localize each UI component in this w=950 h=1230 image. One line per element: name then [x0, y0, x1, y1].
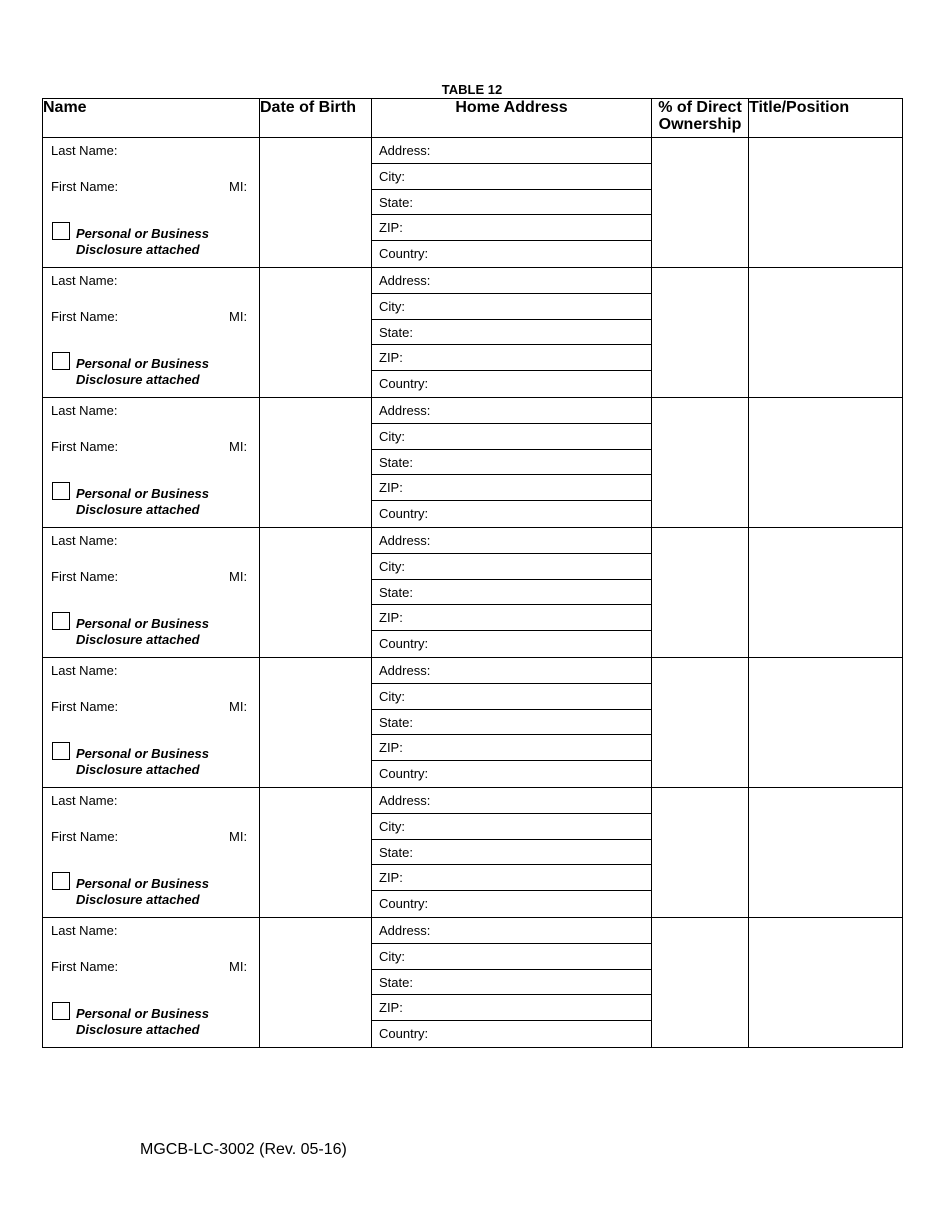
address-field[interactable]: Address: — [372, 918, 651, 944]
address-field[interactable]: Address: — [372, 788, 651, 814]
country-field[interactable]: Country: — [379, 506, 429, 522]
zip-field[interactable]: ZIP: — [372, 345, 651, 371]
home-address-cell — [372, 658, 652, 788]
direct-ownership-cell[interactable] — [652, 658, 749, 788]
home-address-cell — [372, 918, 652, 1048]
city-field[interactable]: City: — [372, 164, 651, 190]
title-position-cell[interactable] — [749, 788, 903, 918]
middle-initial-label: MI: — [229, 959, 248, 974]
home-address-cell — [372, 398, 652, 528]
header-home-address: Home Address — [372, 99, 652, 138]
name-cell[interactable] — [43, 788, 260, 918]
name-cell[interactable] — [43, 528, 260, 658]
table-row — [43, 398, 903, 528]
direct-ownership-cell[interactable] — [652, 788, 749, 918]
country-field[interactable]: Country: — [379, 896, 429, 912]
city-field[interactable]: City: — [372, 294, 651, 320]
form-number: MGCB-LC-3002 (Rev. 05-16) — [140, 1141, 347, 1158]
address-field[interactable]: Address: — [372, 398, 651, 424]
disclosure-label-line2: Disclosure attached — [76, 892, 200, 907]
city-field[interactable]: City: — [372, 424, 651, 450]
date-of-birth-cell[interactable] — [260, 268, 372, 398]
table-row — [43, 918, 903, 1048]
middle-initial-label: MI: — [229, 829, 248, 844]
direct-ownership-cell[interactable] — [652, 398, 749, 528]
city-field[interactable]: City: — [372, 684, 651, 710]
country-field[interactable]: Country: — [379, 376, 429, 392]
state-field[interactable]: State: — [372, 320, 651, 346]
state-field[interactable]: State: — [372, 840, 651, 866]
last-name-label: Last Name: — [51, 143, 118, 158]
header-name: Name — [43, 99, 260, 138]
disclosure-label — [76, 1006, 209, 1038]
first-name-label: First Name: — [51, 699, 119, 714]
direct-ownership-cell[interactable] — [652, 918, 749, 1048]
city-field[interactable]: City: — [372, 944, 651, 970]
table-row — [43, 528, 903, 658]
header-row — [43, 99, 903, 138]
address-field[interactable]: Address: — [372, 268, 651, 294]
header-date-of-birth: Date of Birth — [260, 99, 372, 138]
header-title-position: Title/Position — [749, 99, 903, 138]
title-position-cell[interactable] — [749, 398, 903, 528]
first-name-label: First Name: — [51, 439, 119, 454]
title-position-cell[interactable] — [749, 138, 903, 268]
zip-field[interactable]: ZIP: — [372, 735, 651, 761]
date-of-birth-cell[interactable] — [260, 788, 372, 918]
state-field[interactable]: State: — [372, 970, 651, 996]
home-address-cell — [372, 268, 652, 398]
disclosure-label-line2: Disclosure attached — [76, 502, 200, 517]
last-name-label: Last Name: — [51, 793, 118, 808]
middle-initial-label: MI: — [229, 309, 248, 324]
disclosure-label — [76, 486, 209, 518]
first-name-label: First Name: — [51, 829, 119, 844]
disclosure-label — [76, 746, 209, 778]
country-field[interactable]: Country: — [379, 636, 429, 652]
state-field[interactable]: State: — [372, 580, 651, 606]
disclosure-label — [76, 356, 209, 388]
title-position-cell[interactable] — [749, 658, 903, 788]
disclosure-label-line2: Disclosure attached — [76, 372, 200, 387]
name-cell[interactable] — [43, 658, 260, 788]
disclosure-label-line1: Personal or Business — [76, 616, 209, 631]
address-field[interactable]: Address: — [372, 528, 651, 554]
last-name-label: Last Name: — [51, 273, 118, 288]
disclosure-checkbox[interactable] — [52, 872, 70, 890]
state-field[interactable]: State: — [372, 190, 651, 216]
direct-ownership-cell[interactable] — [652, 138, 749, 268]
header-direct-ownership: % of Direct Ownership — [652, 99, 749, 138]
home-address-cell — [372, 788, 652, 918]
zip-field[interactable]: ZIP: — [372, 475, 651, 501]
name-cell[interactable] — [43, 268, 260, 398]
zip-field[interactable]: ZIP: — [372, 995, 651, 1021]
last-name-label: Last Name: — [51, 663, 118, 678]
middle-initial-label: MI: — [229, 179, 248, 194]
address-field[interactable]: Address: — [372, 138, 651, 164]
table-row — [43, 788, 903, 918]
disclosure-label-line1: Personal or Business — [76, 226, 209, 241]
disclosure-label — [76, 876, 209, 908]
disclosure-label — [76, 226, 209, 258]
disclosure-label-line1: Personal or Business — [76, 876, 209, 891]
last-name-label: Last Name: — [51, 533, 118, 548]
city-field[interactable]: City: — [372, 814, 651, 840]
direct-ownership-cell[interactable] — [652, 528, 749, 658]
city-field[interactable]: City: — [372, 554, 651, 580]
state-field[interactable]: State: — [372, 450, 651, 476]
ownership-table — [42, 98, 903, 1048]
disclosure-checkbox[interactable] — [52, 482, 70, 500]
home-address-cell — [372, 138, 652, 268]
zip-field[interactable]: ZIP: — [372, 865, 651, 891]
country-field[interactable]: Country: — [379, 766, 429, 782]
name-cell[interactable] — [43, 138, 260, 268]
zip-field[interactable]: ZIP: — [372, 215, 651, 241]
title-position-cell[interactable] — [749, 918, 903, 1048]
zip-field[interactable]: ZIP: — [372, 605, 651, 631]
disclosure-label-line1: Personal or Business — [76, 746, 209, 761]
last-name-label: Last Name: — [51, 923, 118, 938]
address-field[interactable]: Address: — [372, 658, 651, 684]
country-field[interactable]: Country: — [379, 1026, 429, 1042]
disclosure-checkbox[interactable] — [52, 222, 70, 240]
first-name-label: First Name: — [51, 309, 119, 324]
first-name-label: First Name: — [51, 569, 119, 584]
disclosure-label-line1: Personal or Business — [76, 1006, 209, 1021]
home-address-cell — [372, 528, 652, 658]
name-cell[interactable] — [43, 398, 260, 528]
disclosure-label-line1: Personal or Business — [76, 486, 209, 501]
date-of-birth-cell[interactable] — [260, 138, 372, 268]
table-row — [43, 268, 903, 398]
disclosure-label-line1: Personal or Business — [76, 356, 209, 371]
disclosure-checkbox[interactable] — [52, 742, 70, 760]
direct-ownership-cell[interactable] — [652, 268, 749, 398]
disclosure-checkbox[interactable] — [52, 352, 70, 370]
middle-initial-label: MI: — [229, 699, 248, 714]
first-name-label: First Name: — [51, 959, 119, 974]
disclosure-label-line2: Disclosure attached — [76, 762, 200, 777]
table-caption: TABLE 12 — [441, 82, 503, 97]
table-row — [43, 138, 903, 268]
table-row — [43, 658, 903, 788]
country-field[interactable]: Country: — [379, 246, 429, 262]
disclosure-label-line2: Disclosure attached — [76, 1022, 200, 1037]
disclosure-label-line2: Disclosure attached — [76, 632, 200, 647]
disclosure-checkbox[interactable] — [52, 612, 70, 630]
date-of-birth-cell[interactable] — [260, 398, 372, 528]
title-position-cell[interactable] — [749, 528, 903, 658]
title-position-cell[interactable] — [749, 268, 903, 398]
name-cell[interactable] — [43, 918, 260, 1048]
middle-initial-label: MI: — [229, 569, 248, 584]
state-field[interactable]: State: — [372, 710, 651, 736]
date-of-birth-cell[interactable] — [260, 918, 372, 1048]
disclosure-label-line2: Disclosure attached — [76, 242, 200, 257]
last-name-label: Last Name: — [51, 403, 118, 418]
date-of-birth-cell[interactable] — [260, 528, 372, 658]
date-of-birth-cell[interactable] — [260, 658, 372, 788]
middle-initial-label: MI: — [229, 439, 248, 454]
disclosure-checkbox[interactable] — [52, 1002, 70, 1020]
first-name-label: First Name: — [51, 179, 119, 194]
disclosure-label — [76, 616, 209, 648]
